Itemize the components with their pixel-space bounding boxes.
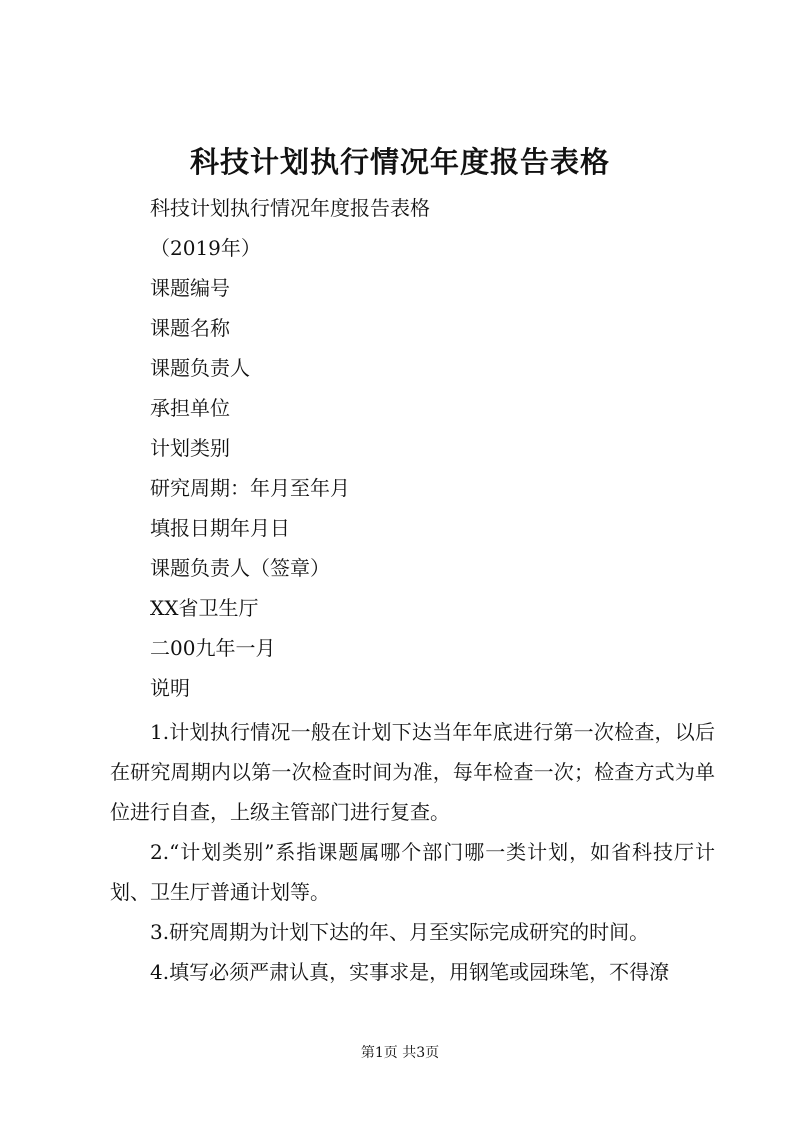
report-date-label: 填报日期年月日 <box>150 516 290 540</box>
instruction-paragraph-3: 3.研究周期为计划下达的年、月至实际完成研究的时间。 <box>150 920 650 944</box>
year-line: （2019年） <box>150 236 261 260</box>
leader-signature-label: 课题负责人（签章） <box>150 556 330 580</box>
plan-category-label: 计划类别 <box>150 436 230 460</box>
project-leader-label: 课题负责人 <box>150 356 250 380</box>
instruction-paragraph-1: 1.计划执行情况一般在计划下达当年年底进行第一次检查，以后在研究周期内以第一次检查时间为准，每年检查一次；检查方式为单位进行自查，上级主管部门进行复查。 <box>110 720 715 824</box>
subtitle-line: 科技计划执行情况年度报告表格 <box>150 196 430 220</box>
issue-date: 二00九年一月 <box>150 636 276 660</box>
research-period-label: 研究周期：年月至年月 <box>150 476 350 500</box>
page-number-footer: 第1页 共3页 <box>360 1045 440 1061</box>
issuing-department: XX省卫生厅 <box>150 596 259 620</box>
undertaking-unit-label: 承担单位 <box>150 396 230 420</box>
document-title: 科技计划执行情况年度报告表格 <box>189 145 610 179</box>
instructions-heading: 说明 <box>150 676 190 700</box>
project-name-label: 课题名称 <box>150 316 230 340</box>
project-number-label: 课题编号 <box>150 276 230 300</box>
instruction-paragraph-4: 4.填写必须严肃认真，实事求是，用钢笔或园珠笔，不得潦 <box>150 960 670 984</box>
instruction-paragraph-2: 2.“计划类别”系指课题属哪个部门哪一类计划，如省科技厅计划、卫生厅普通计划等。 <box>110 840 715 904</box>
